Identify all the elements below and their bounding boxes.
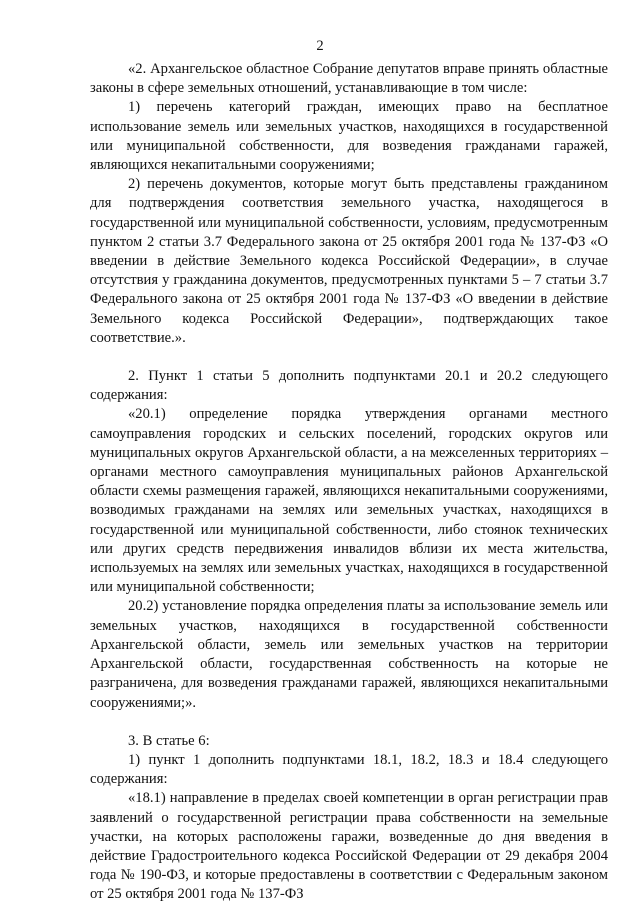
paragraph-7: 3. В статье 6: bbox=[128, 732, 210, 749]
paragraph-6: 20.2) установление порядка определения платы за использование земель или земельных участков, находящихся в государственной собственности Архангельской области, земель или земельных участков на территории Архангельской области, государственная собственность на которые не разграничена, для возведения гражданами гаражей, являющихся некапитальными сооружениями;». bbox=[90, 598, 608, 711]
paragraph-4: 2. Пункт 1 статьи 5 дополнить подпунктами 20.1 и 20.2 следующего содержания: bbox=[90, 368, 608, 404]
paragraph-3: 2) перечень документов, которые могут быть представлены гражданином для подтверждения соответствия земельного участка, находящегося в государственной или муниципальной собственности, условиям, предусмотренным пунктом 2 статьи 3.7 Федерального закона от 25 октября 2001 года № 137-ФЗ «О введении в действие Земельного кодекса Российской Федерации», в случае отсутствия у гражданина документов, предусмотренных пунктами 5 – 7 статьи 3.7 Федерального закона от 25 октября 2001 года № 137-ФЗ «О введении в действие Земельного кодекса Российской Федерации», подтверждающих такое соответствие.». bbox=[90, 176, 608, 346]
paragraph-9: «18.1) направление в пределах своей компетенции в орган регистрации прав заявлений о государственной регистрации права собственности на земельные участки, на которых расположены гаражи, возведенные до дня введения в действие Градостроительного кодекса Российской Федерации от 29 декабря 2004 года № 190-ФЗ, и которые предоставлены в соответствии с Федеральным законом от 25 октября 2001 года № 137-ФЗ bbox=[90, 790, 608, 903]
paragraph-1: «2. Архангельское областное Собрание депутатов вправе принять областные законы в сфере земельных отношений, устанавливающие в том числе: bbox=[90, 61, 608, 97]
paragraph-5: «20.1) определение порядка утверждения органами местного самоуправления городских и сельских поселений, городских округов или муниципальных округов Архангельской области, а на межселенных территориях – органами местного самоуправления муниципальных районов Архангельской области схемы размещения гаражей, являющихся некапитальными сооружениями, возводимых гражданами на землях или земельных участках, находящихся в государственной или муниципальной собственности, либо стоянок технических или других средств передвижения инвалидов вблизи их места жительства, используемых на землях или земельных участках, находящихся в государственной или муниципальной собственности; bbox=[90, 406, 608, 596]
paragraph-8: 1) пункт 1 дополнить подпунктами 18.1, 18.2, 18.3 и 18.4 следующего содержания: bbox=[90, 751, 608, 788]
paragraph-2: 1) перечень категорий граждан, имеющих право на бесплатное использование земель или земельных участков, находящихся в государственной или муниципальной собственности, для возведения гражданами гаражей, являющихся некапитальными сооружениями; bbox=[90, 99, 608, 174]
page-number: 2 bbox=[316, 38, 324, 54]
document-body bbox=[90, 60, 608, 905]
